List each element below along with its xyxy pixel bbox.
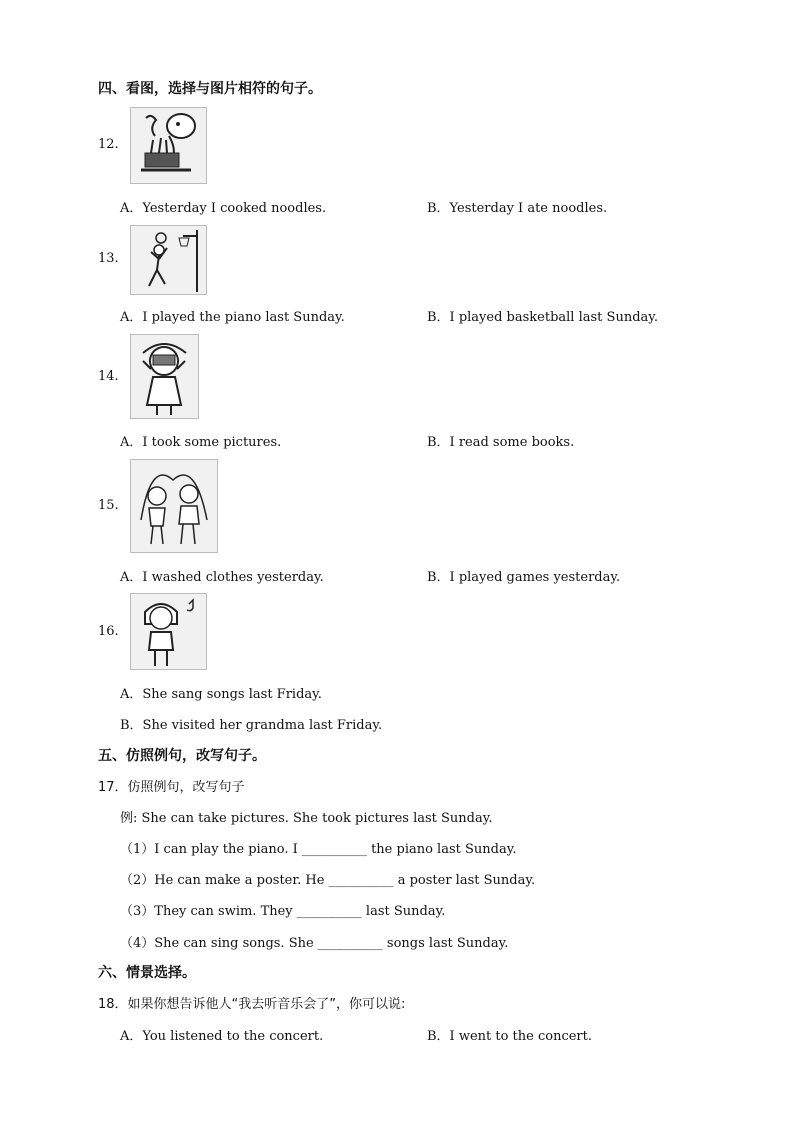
question-12-number: 12. xyxy=(98,137,119,152)
question-16-number: 16. xyxy=(98,624,119,639)
section-4-heading: 四、看图，选择与图片相符的句子。 xyxy=(98,81,322,97)
question-17-item-4: （4）She can sing songs. She __________ songs last Sunday. xyxy=(120,936,509,951)
question-13-option-a: A．I played the piano last Sunday. xyxy=(120,310,345,325)
question-17-item-3: （3）They can swim. They __________ last Sunday. xyxy=(120,904,446,919)
question-14-option-a: A．I took some pictures. xyxy=(120,435,282,450)
question-17-item-1: （1）I can play the piano. I __________ the piano last Sunday. xyxy=(120,842,517,857)
section-6-heading: 六、情景选择。 xyxy=(98,965,196,981)
jump-rope-image xyxy=(130,459,218,553)
question-13-number: 13. xyxy=(98,251,119,266)
question-14-option-b: B．I read some books. xyxy=(427,435,575,450)
singing-girl-image xyxy=(130,593,207,670)
question-12-option-b: B．Yesterday I ate noodles. xyxy=(427,201,608,216)
taking-pictures-image xyxy=(130,334,199,419)
question-18-title: 18．如果你想告诉他人“我去听音乐会了”，你可以说: xyxy=(98,997,406,1012)
question-15-option-b: B．I played games yesterday. xyxy=(427,570,621,585)
section-5-heading: 五、仿照例句，改写句子。 xyxy=(98,748,266,764)
cooking-noodles-image xyxy=(130,107,207,184)
question-16-option-b: B．She visited her grandma last Friday. xyxy=(120,718,383,733)
question-17-item-2: （2）He can make a poster. He __________ a poster last Sunday. xyxy=(120,873,536,888)
question-16-option-a: A．She sang songs last Friday. xyxy=(120,687,322,702)
question-17-example: 例: She can take pictures. She took pictures last Sunday. xyxy=(120,811,493,826)
question-15-number: 15. xyxy=(98,498,119,513)
question-18-option-a: A．You listened to the concert. xyxy=(120,1029,324,1044)
basketball-image xyxy=(130,225,207,295)
question-15-option-a: A．I washed clothes yesterday. xyxy=(120,570,324,585)
question-14-number: 14. xyxy=(98,369,119,384)
question-17-title: 17．仿照例句，改写句子 xyxy=(98,780,245,795)
question-13-option-b: B．I played basketball last Sunday. xyxy=(427,310,659,325)
question-18-option-b: B．I went to the concert. xyxy=(427,1029,593,1044)
question-12-option-a: A．Yesterday I cooked noodles. xyxy=(120,201,327,216)
